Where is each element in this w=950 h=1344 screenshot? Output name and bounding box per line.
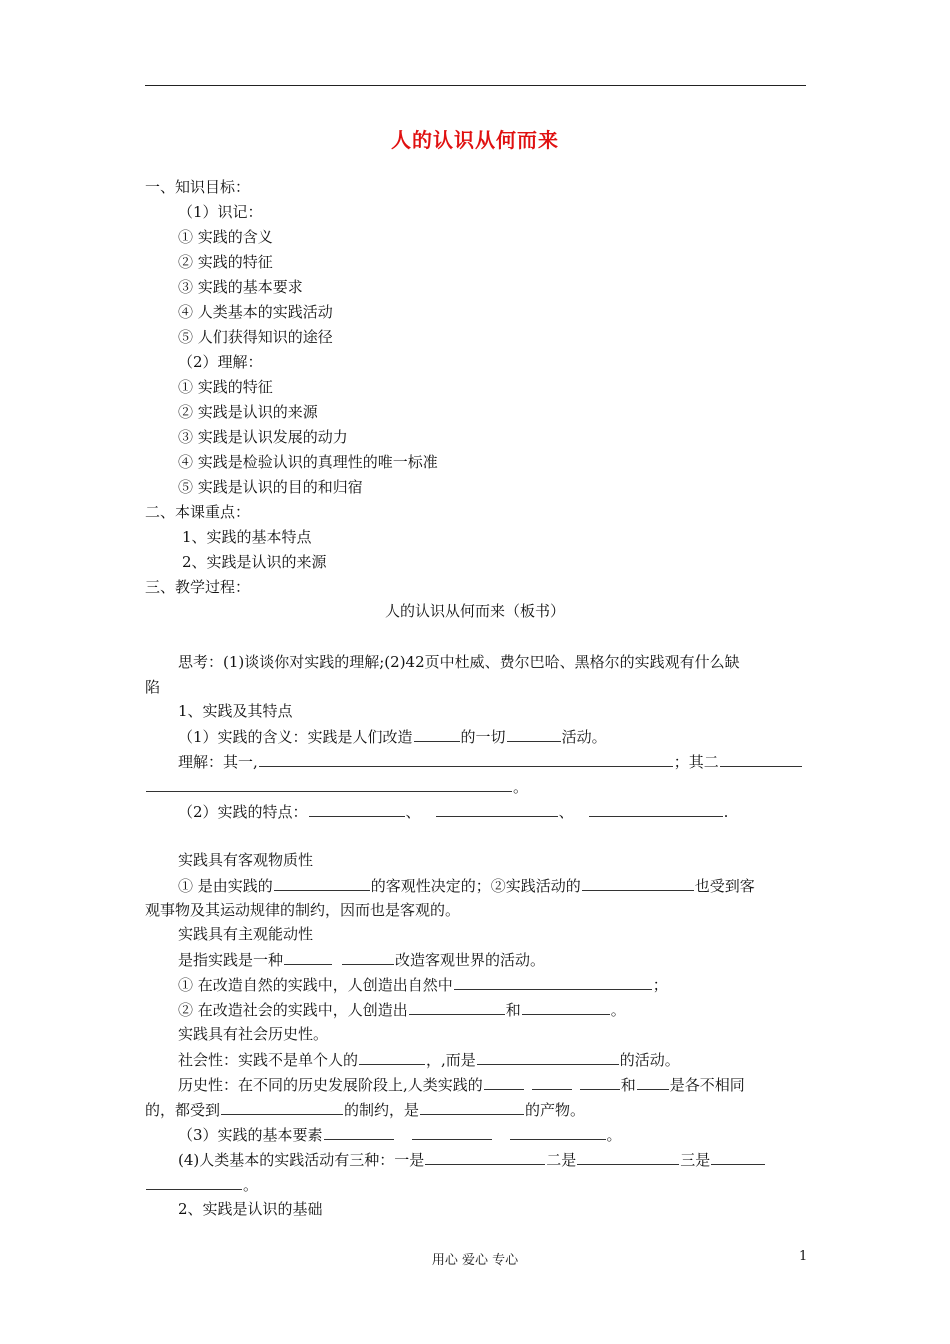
blank-line — [342, 949, 394, 965]
blank-line — [274, 875, 370, 891]
memorize-heading: （1）识记： — [178, 203, 263, 221]
historical-line-cont: 的，都受到 的制约，是 的产物。 — [145, 1101, 586, 1119]
blank-line — [324, 1124, 394, 1140]
blank-line — [454, 974, 652, 990]
three-activities-line-cont: 。 — [145, 1174, 258, 1195]
list-item: ③ 实践的基本要求 — [178, 278, 303, 296]
features-line: （2）实践的特点： 、 、 . — [178, 803, 729, 821]
understanding-line: 理解：其一, ；其二 — [178, 751, 803, 772]
section-3-heading: 三、教学过程： — [145, 578, 251, 596]
blank-line — [532, 1074, 572, 1090]
think-question-cont: 陷 — [145, 678, 161, 696]
blank-line — [284, 949, 332, 965]
blank-line — [580, 1074, 620, 1090]
blank-line — [359, 1049, 425, 1065]
blank-line — [720, 751, 802, 767]
blank-line — [577, 1149, 679, 1165]
list-item: ③ 实践是认识发展的动力 — [178, 428, 348, 446]
understanding-line-cont: 。 — [145, 776, 528, 797]
blank-line — [146, 1174, 242, 1190]
list-item: ④ 实践是检验认识的真理性的唯一标准 — [178, 453, 438, 471]
subsection-heading: 2、实践是认识的基础 — [178, 1200, 323, 1218]
blank-line — [510, 1124, 606, 1140]
page-title: 人的认识从何而来 — [391, 128, 559, 152]
list-item: ① 实践的含义 — [178, 228, 273, 246]
blank-line — [589, 801, 723, 817]
definition-line: （1）实践的含义：实践是人们改造 的一切 活动。 — [178, 728, 607, 746]
blank-line — [425, 1149, 545, 1165]
section-1-heading: 一、知识目标： — [145, 178, 251, 196]
blank-line — [146, 776, 512, 792]
blank-line — [507, 726, 561, 742]
blank-line — [259, 751, 673, 767]
subsection-heading: 1、实践及其特点 — [178, 702, 293, 720]
objective-line-cont: 观事物及其运动规律的制约，因而也是客观的。 — [145, 901, 461, 919]
blank-line — [412, 1124, 492, 1140]
understand-heading: （2）理解： — [178, 353, 263, 371]
objective-heading: 实践具有客观物质性 — [178, 851, 314, 869]
page-footer: 用心 爱心 专心 — [431, 1253, 519, 1268]
subjective-nature-line: ① 在改造自然的实践中，人创造出自然中 ； — [178, 976, 668, 994]
list-item: 2、实践是认识的来源 — [182, 553, 327, 571]
social-history-heading: 实践具有社会历史性。 — [178, 1025, 329, 1043]
social-line: 社会性：实践不是单个人的 ，,而是 的活动。 — [178, 1051, 680, 1069]
three-activities-line: (4)人类基本的实践活动有三种：一是 二是 三是 — [178, 1149, 766, 1170]
section-2-heading: 二、本课重点： — [145, 503, 251, 521]
historical-line: 历史性：在不同的历史发展阶段上,人类实践的 和 是各不相同 — [178, 1076, 745, 1094]
blank-line — [711, 1149, 765, 1165]
board-title: 人的认识从何而来（板书） — [384, 602, 565, 620]
think-question: 思考：(1)谈谈你对实践的理解;(2)42页中杜威、费尔巴哈、黑格尔的实践观有什么缺 — [178, 653, 740, 671]
blank-line — [484, 1074, 524, 1090]
blank-line — [637, 1074, 669, 1090]
header-rule — [145, 85, 806, 86]
blank-line — [414, 726, 460, 742]
list-item: ② 实践是认识的来源 — [178, 403, 318, 421]
blank-line — [420, 1099, 524, 1115]
list-item: ① 实践的特征 — [178, 378, 273, 396]
blank-line — [582, 875, 694, 891]
list-item: 1、实践的基本特点 — [182, 528, 312, 546]
list-item: ② 实践的特征 — [178, 253, 273, 271]
blank-line — [522, 999, 610, 1015]
subjective-society-line: ② 在改造社会的实践中，人创造出 和 。 — [178, 1001, 626, 1019]
blank-line — [309, 801, 405, 817]
objective-line: ① 是由实践的 的客观性决定的；②实践活动的 也受到客 — [178, 877, 755, 895]
page-number: 1 — [799, 1249, 808, 1264]
blank-line — [221, 1099, 343, 1115]
list-item: ⑤ 人们获得知识的途径 — [178, 328, 333, 346]
list-item: ⑤ 实践是认识的目的和归宿 — [178, 478, 363, 496]
blank-line — [477, 1049, 619, 1065]
blank-line — [436, 801, 558, 817]
subjective-line: 是指实践是一种 改造客观世界的活动。 — [178, 951, 546, 969]
subjective-heading: 实践具有主观能动性 — [178, 925, 314, 943]
elements-line: （3）实践的基本要素 。 — [178, 1126, 622, 1144]
blank-line — [409, 999, 505, 1015]
list-item: ④ 人类基本的实践活动 — [178, 303, 333, 321]
